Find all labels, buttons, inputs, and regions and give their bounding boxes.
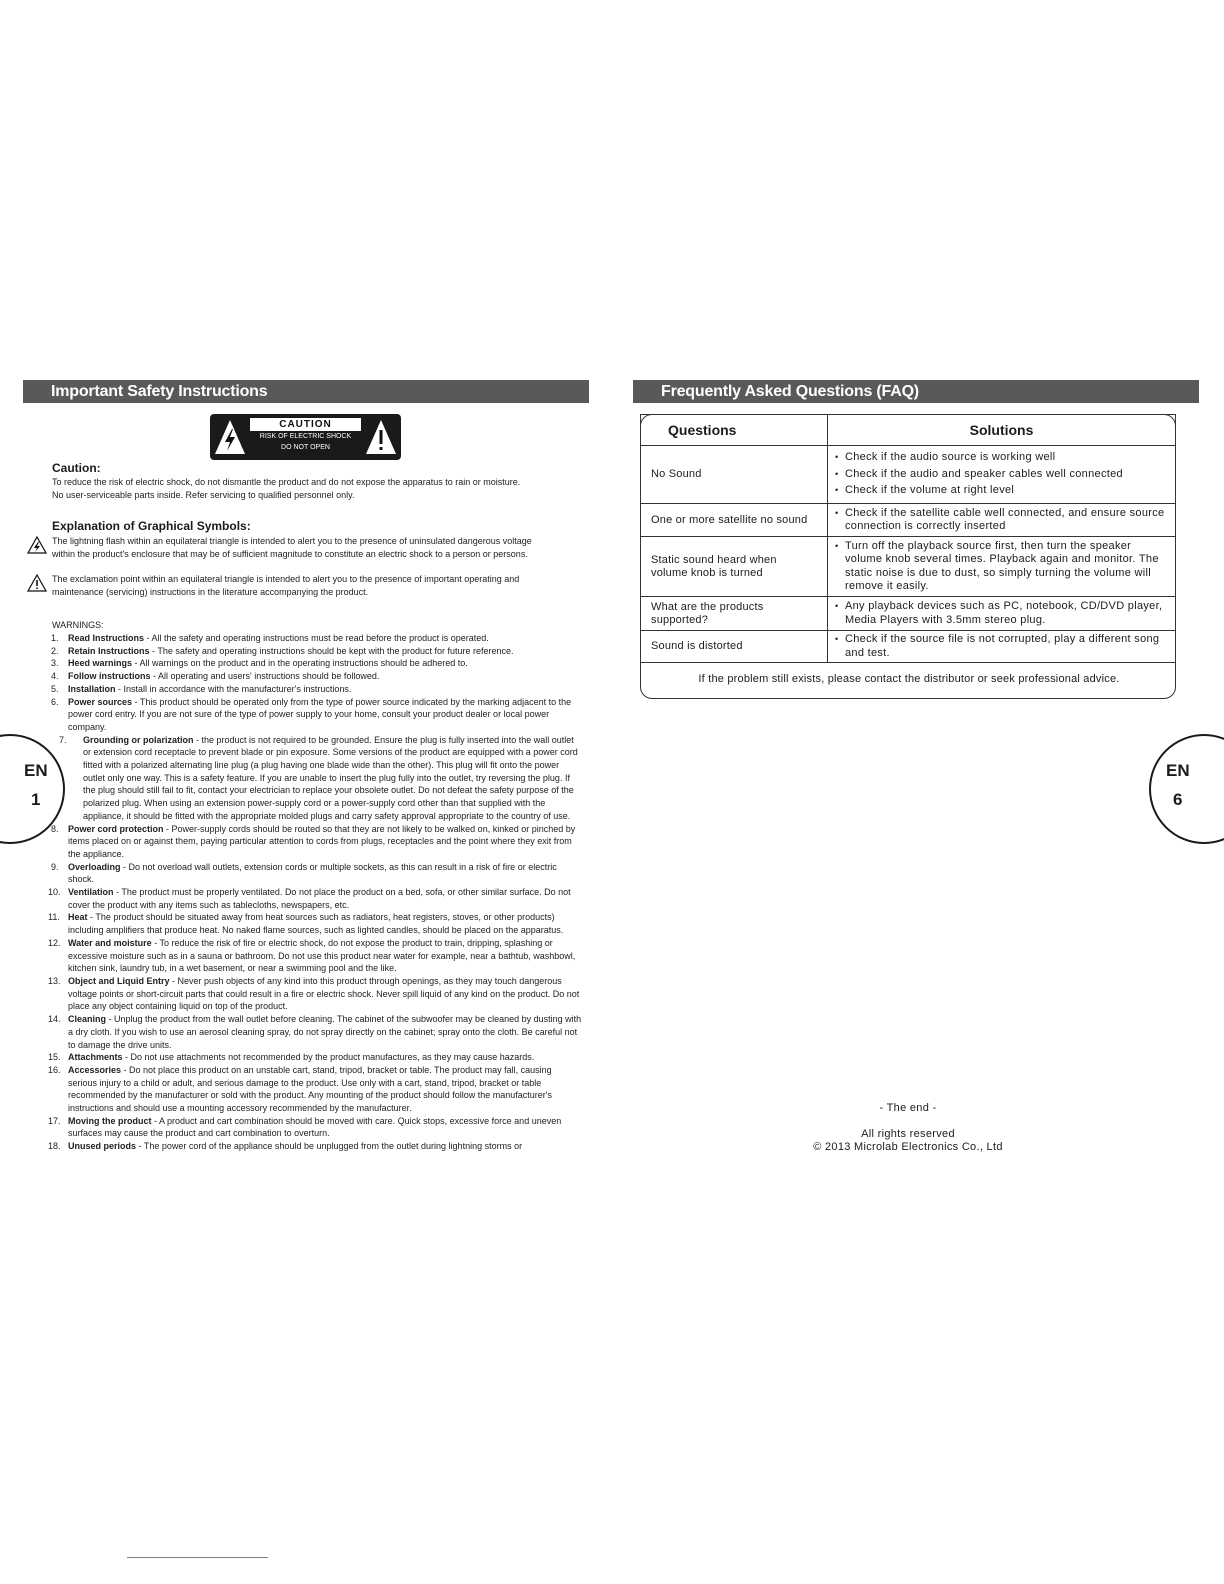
faq-title: Frequently Asked Questions (FAQ) xyxy=(633,380,1199,403)
lightning-triangle-icon xyxy=(27,536,47,554)
warning-item: 9. Overloading - Do not overload wall outlets, extension cords or multiple sockets, as this can result in a risk of fire or electric shock. xyxy=(51,861,557,885)
faq-table-box xyxy=(640,414,1176,699)
warning-item: 14. Cleaning - Unplug the product from the wall outlet before cleaning. The cabinet of the subwoofer may be cleaned by dusting with a dry cloth. If you wish to use an aerosol cleaning spray, do not spray directly on the cabinet; spray onto the cloth. Be careful not to damage the drive units. xyxy=(48,1014,582,1050)
lightning-warning-icon xyxy=(214,419,246,455)
faq-question: What are the products supported? xyxy=(641,597,828,631)
exclamation-warning-icon xyxy=(365,419,397,455)
caution-text-1: To reduce the risk of electric shock, do not dismantle the product and do not expose the apparatus to rain or moisture. xyxy=(52,477,521,487)
warnings-list xyxy=(48,632,583,1153)
warning-item: 1. Read Instructions - All the safety and operating instructions must be read before the product is operated. xyxy=(51,633,489,643)
warning-item: 18. Unused periods - The power cord of the appliance should be unplugged from the outlet during lightning storms or xyxy=(48,1141,523,1152)
tab-page-number: 1 xyxy=(31,790,41,809)
warning-item: 16. Accessories - Do not place this product on an unstable cart, stand, tripod, bracket or table. The product may fall, causing serious injury to a child or adult, and serious damage to the product. Use only with a cart, stand, tripod, bracket or table recommended by the manufacturer or sold with the product. Any mounting of the product should follow the manufacturer's instructions and should use a mounting accessory recommended by the manufacturer. xyxy=(48,1064,552,1114)
questions-header: Questions xyxy=(641,415,828,446)
warning-item: 5. Installation - Install in accordance with the manufacturer's instructions. xyxy=(51,683,352,694)
faq-header-row xyxy=(641,415,1176,446)
exclamation-text-1: The exclamation point within an equilateral triangle is intended to alert you to the presence of important operating and xyxy=(52,574,520,584)
warnings-label: WARNINGS: xyxy=(52,620,104,630)
solutions-header: Solutions xyxy=(828,415,1176,446)
end-block xyxy=(633,1102,1183,1154)
faq-row xyxy=(641,597,1176,631)
caution-line1: RISK OF ELECTRIC SHOCK xyxy=(259,433,352,440)
warning-item: 12. Water and moisture - To reduce the risk of fire or electric shock, do not expose the product to train, dripping, splashing or excessive moisture such as in a sauna or bathroom. Do not use this product near water for example, near a bathtub, washbowl, kitchen sink, laundry tub, in a wet basement, or near a swimming pool and the like. xyxy=(48,937,576,974)
warning-item: 6. Power sources - This product should be operated only from the type of power source indicated by the marking adjacent to the power cord entry. If you are not sure of the type of power supply to your home, consult your product dealer or local power company. xyxy=(51,696,572,732)
faq-solution: • Check if the audio source is working well • Check if the audio and speaker cables well connected • Check if the volume at right level xyxy=(828,446,1176,504)
safety-page xyxy=(23,380,589,1152)
warning-item: 7. Grounding or polarization - the product is not required to be grounded. Ensure the plug is fully inserted into the wall outlet or extension cord receptacle to prevent blade or pin exposure. Some versions of the product are equipped with a power cord fitted with a polarized alternating line plug (a plug having one blade wide than the other). This plug will fit onto the power outlet only one way. This is a safety feature. If you are unable to insert the plug fully into the outlet, try reversing the plug. If the plug should still fail to fit, contact your electrician to replace your obsolete outlet. Do not defeat the safety purpose of the polarized plug. When using an extension power-supply cord or a power-supply cord other than that supplied with the appliance, it should be fitted with the appropriate molded plugs and carry safety approval appropriate to the country of use. xyxy=(59,734,578,821)
tab-language: EN xyxy=(24,761,48,780)
warning-item: 4. Follow instructions - All operating and users' instructions should be followed. xyxy=(51,671,380,682)
rights-reserved: All rights reserved xyxy=(861,1128,955,1140)
warning-item: 15. Attachments - Do not use attachments not recommended by the product manufactures, as they may cause hazards. xyxy=(48,1052,535,1063)
faq-solution: • Check if the satellite cable well connected, and ensure source connection is correctly inserted xyxy=(828,504,1176,537)
safety-title: Important Safety Instructions xyxy=(23,380,589,403)
faq-page xyxy=(633,380,1199,1153)
faq-solution: • Check if the source file is not corrupted, play a different song and test. xyxy=(828,631,1176,663)
caution-label xyxy=(210,414,401,460)
tab-page-number: 6 xyxy=(1173,790,1183,809)
faq-row xyxy=(641,446,1176,504)
faq-footer-note: If the problem still exists, please contact the distributor or seek professional advice. xyxy=(698,673,1120,685)
faq-question: One or more satellite no sound xyxy=(641,504,828,537)
faq-solution: • Any playback devices such as PC, notebook, CD/DVD player, Media Players with 3.5mm stereo plug. xyxy=(828,597,1176,631)
warning-item: 17. Moving the product - A product and cart combination should be moved with care. Quick stops, excessive force and uneven surfaces may cause the product and cart combination to overturn. xyxy=(48,1115,562,1139)
faq-row xyxy=(641,504,1176,537)
caution-text-2: No user-serviceable parts inside. Refer servicing to qualified personnel only. xyxy=(52,490,355,500)
faq-solution: • Turn off the playback source first, then turn the speaker volume knob several times. Playback again and monitor. The static noise is due to dust, so simply turning the volume will remove it easily. xyxy=(828,537,1176,597)
warning-item: 8. Power cord protection - Power-supply cords should be routed so that they are not likely to be walked on, kinked or pinched by items placed on or against them, paying particular attention to cords from plugs, receptacles and the point where they exit from the appliance. xyxy=(51,823,576,859)
caution-line2: DO NOT OPEN xyxy=(281,444,330,451)
underline-mark xyxy=(127,1557,268,1558)
warning-item: 3. Heed warnings - All warnings on the product and in the operating instructions should be adhered to. xyxy=(51,658,468,669)
warning-item: 11. Heat - The product should be situated away from heat sources such as radiators, heat registers, stoves, or other products) including amplifiers that produce heat. No naked flame sources, such as lighted candles, should be placed on the apparatus. xyxy=(48,912,564,936)
warning-item: 13. Object and Liquid Entry - Never push objects of any kind into this product through openings, as they may touch dangerous voltage points or short-circuit parts that could result in a fire or electric shock. Never spill liquid of any kind on the product. Do not place any object containing liquid on top of the product. xyxy=(48,975,580,1012)
lightning-text-1: The lightning flash within an equilateral triangle is intended to alert you to the presence of uninsulated dangerous voltage xyxy=(52,536,532,546)
warning-item: 10. Ventilation - The product must be properly ventilated. Do not place the product on a bed, sofa, or other similar surface. Do not cover the product with any items such as tablecloths, newspapers, etc. xyxy=(48,887,571,910)
faq-question: Sound is distorted xyxy=(641,631,828,663)
caution-title: CAUTION xyxy=(250,418,361,431)
faq-question: No Sound xyxy=(641,446,828,504)
exclamation-triangle-icon xyxy=(27,574,47,592)
warning-item: 2. Retain Instructions - The safety and operating instructions should be kept with the product for future reference. xyxy=(51,645,514,656)
exclamation-text-2: maintenance (servicing) instructions in the literature accompanying the product. xyxy=(52,587,369,597)
symbols-heading: Explanation of Graphical Symbols: xyxy=(52,519,251,533)
the-end: - The end - xyxy=(879,1102,937,1114)
tab-language: EN xyxy=(1166,761,1190,780)
faq-row xyxy=(641,537,1176,597)
lightning-text-2: within the product's enclosure that may be of sufficient magnitude to constitute an electric shock to a person or persons. xyxy=(52,549,528,559)
caution-heading: Caution: xyxy=(52,461,101,475)
faq-row xyxy=(641,631,1176,663)
faq-table xyxy=(640,414,1176,663)
copyright: © 2013 Microlab Electronics Co., Ltd xyxy=(813,1141,1003,1153)
faq-question: Static sound heard when volume knob is turned xyxy=(641,537,828,597)
language-tab-right xyxy=(1149,734,1224,844)
